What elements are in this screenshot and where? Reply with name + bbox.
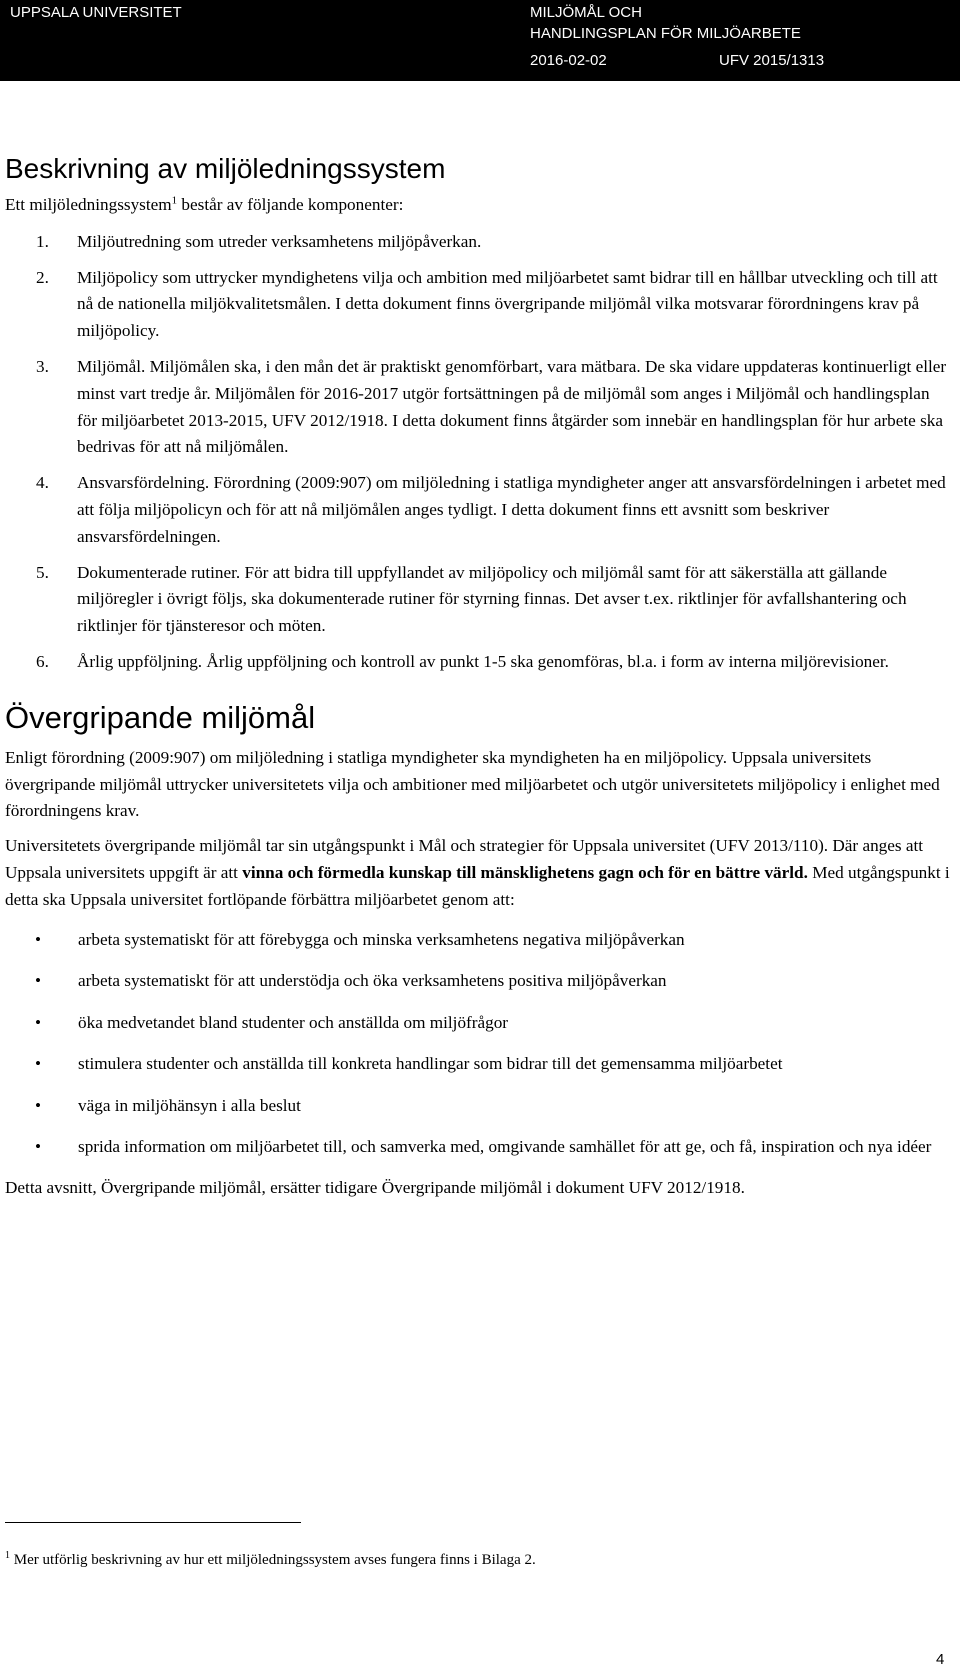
component-item <box>5 649 953 676</box>
item-number: 1. <box>36 231 49 251</box>
document-body <box>5 148 953 1201</box>
ems-intro-text: Ett miljöledningssystem <box>5 195 172 214</box>
header-reference: UFV 2015/1313 <box>719 52 825 69</box>
list-item-text: väga in miljöhänsyn i alla beslut <box>78 1095 301 1115</box>
footnote-divider <box>5 1522 301 1523</box>
list-item-text: stimulera studenter och anställda till konkreta handlingar som bidrar till det gemensamma miljöarbetet <box>78 1054 783 1074</box>
bullet-icon: • <box>35 971 42 991</box>
header-title-line-2: HANDLINGSPLAN FÖR MILJÖARBETE <box>530 25 801 42</box>
item-text: Miljömålen ska, i den mån det är praktiskt genomförbart, vara mätbara. De ska vidare uppdateras kontinuerligt eller minst vart tredje år. Miljömålen för 2016-2017 utgör fortsättningen på de miljömål som anges i Miljömål och handlingsplan för miljöarbetet 2013-2015, UFV 2012/1918. I detta dokument finns åtgärder som innebär en handlingsplan för hur arbete ska bedrivas för att nå miljömålen. <box>77 356 947 457</box>
component-item <box>5 265 953 345</box>
component-list <box>5 229 953 676</box>
section-heading-goals: Övergripande miljömål <box>5 699 316 735</box>
item-number: 3. <box>36 356 49 376</box>
list-item <box>5 926 953 954</box>
list-item-text: arbeta systematiskt för att understödja och öka verksamhetens positiva miljöpåverkan <box>78 971 667 991</box>
list-item-text: arbeta systematiskt för att förebygga och minska verksamhetens negativa miljöpåverkan <box>78 929 685 949</box>
list-item-text: öka medvetandet bland studenter och anställda om miljöfrågor <box>78 1012 509 1032</box>
goals-paragraph-2 <box>5 833 953 913</box>
item-term: Årlig uppföljning. <box>77 651 203 671</box>
item-text: Miljöutredning som utreder verksamhetens miljöpåverkan. <box>77 231 482 251</box>
list-item <box>5 1092 953 1120</box>
component-item <box>5 470 953 550</box>
header-date: 2016-02-02 <box>530 52 607 69</box>
section-heading-ems: Beskrivning av miljöledningssystem <box>5 153 446 184</box>
component-item <box>5 229 953 256</box>
component-item <box>5 354 953 461</box>
list-item <box>5 1050 953 1078</box>
item-term: Ansvarsfördelning. <box>77 473 210 493</box>
goals-paragraph-1: Enligt förordning (2009:907) om miljöledning i statliga myndigheter ska myndigheten ha en miljöpolicy. Uppsala universitets övergripande miljömål uttrycker universitetets vilja och ambitioner med miljöarbetet och utgör universitetets miljöpolicy i enlighet med förordningens krav. <box>5 747 940 821</box>
item-number: 2. <box>36 267 49 287</box>
footnote-reference[interactable]: 1 <box>171 194 178 207</box>
bullet-icon: • <box>35 929 42 949</box>
item-text: För att bidra till uppfyllandet av miljöpolicy och miljömål samt för att säkerställa att gällande miljöregler i övrigt följs, ska dokumenterade rutiner för styrning finnas. Det avser t.ex. riktlinjer för avfallshantering och riktlinjer för tjänsteresor och möten. <box>77 562 907 636</box>
closing-paragraph: Detta avsnitt, Övergripande miljömål, ersätter tidigare Övergripande miljömål i dokument UFV 2012/1918. <box>5 1177 745 1197</box>
goals-bullet-list <box>5 926 953 1161</box>
item-number: 5. <box>36 562 49 582</box>
header-document-title <box>530 2 801 44</box>
bullet-icon: • <box>35 1054 42 1074</box>
mission-statement: vinna och förmedla kunskap till mänsklighetens gagn och för en bättre värld. <box>242 862 808 882</box>
list-item <box>5 1009 953 1037</box>
document-header <box>0 0 960 81</box>
item-number: 4. <box>36 473 49 493</box>
bullet-icon: • <box>35 1137 42 1157</box>
item-term: Miljömål. <box>77 356 146 376</box>
bullet-icon: • <box>35 1012 42 1032</box>
component-item <box>5 560 953 640</box>
footnote-mark: 1 <box>5 1550 10 1561</box>
item-term: Dokumenterade rutiner. <box>77 562 241 582</box>
item-text: Förordning (2009:907) om miljöledning i statliga myndigheter anger att ansvarsfördelningen i arbetet med att följa miljöpolicyn och för att nå miljömålen anges tydligt. I detta dokument finns ett avsnitt som beskriver ansvarsfördelningen. <box>77 473 946 546</box>
item-number: 6. <box>36 651 49 671</box>
list-item-text: sprida information om miljöarbetet till, och samverka med, omgivande samhället för att ge, och få, inspiration och nya idéer <box>78 1137 932 1157</box>
goals-paragraph-2-text: Universitetets övergripande miljömål tar sin utgångspunkt i Mål och strategier för Uppsala universitet (UFV 2013/110). Där anges att Uppsala universitets uppgift är att <box>5 836 924 882</box>
list-item <box>5 967 953 995</box>
header-title-line-1: MILJÖMÅL OCH <box>530 4 642 21</box>
item-text: Miljöpolicy som uttrycker myndighetens vilja och ambition med miljöarbetet samt bidrar till en hållbar utveckling och till att nå de nationella miljökvalitetsmålen. I detta dokument finns övergripande miljömål vilka motsvarar förordningens krav på miljöpolicy. <box>77 267 938 341</box>
page-number: 4 <box>936 1651 945 1668</box>
ems-intro <box>5 192 953 219</box>
item-text: Årlig uppföljning och kontroll av punkt 1-5 ska genomföras, bl.a. i form av interna miljörevisioner. <box>202 651 889 671</box>
list-item <box>5 1133 953 1161</box>
ems-intro-text-end: består av följande komponenter: <box>177 195 404 214</box>
goals-paragraph-2-end: Med utgångspunkt i detta ska Uppsala universitet fortlöpande förbättra miljöarbetet genom att: <box>5 862 950 909</box>
footnote <box>5 1550 945 1570</box>
footnote-text: Mer utförlig beskrivning av hur ett miljöledningssystem avses fungera finns i Bilaga 2. <box>10 1552 536 1568</box>
header-organization: UPPSALA UNIVERSITET <box>10 4 182 21</box>
bullet-icon: • <box>35 1095 42 1115</box>
